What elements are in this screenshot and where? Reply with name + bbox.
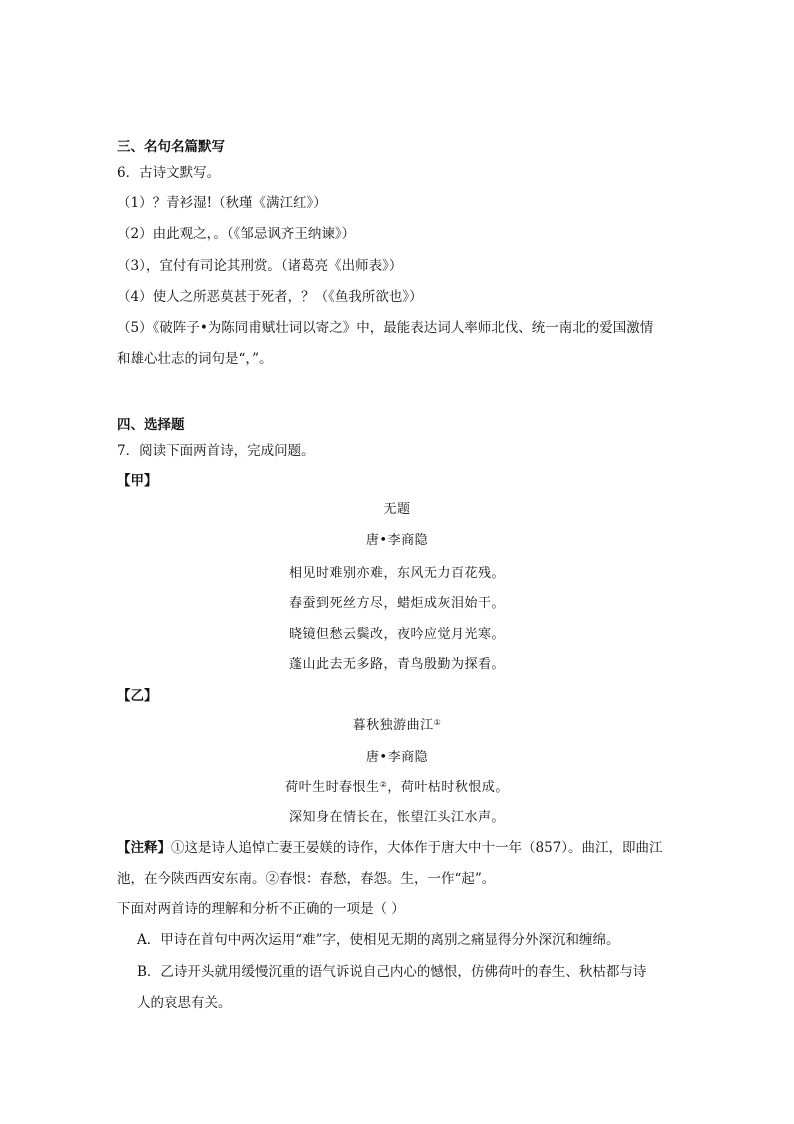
note-line-1 [117,838,663,858]
poem1-line-4: 蓬山此去无多路，青鸟殷勤为探看。 [288,657,505,672]
poem2-author: 唐•李商隐 [365,750,429,765]
option-b: B．乙诗开头就用缓慢沉重的语气诉说自己内心的憾恨，仿佛荷叶的春生、秋枯都与诗 [137,964,647,980]
q6-item-5: （5）《破阵子•为陈同甫赋壮词以寄之》中，最能表达词人率师北伐、统一南北的爱国激情 [117,320,654,336]
poem1-line-3: 晓镜但愁云鬓改，夜吟应觉月光寒。 [288,627,505,642]
note-line-2: 池，在今陕西西安东南。②春恨：春愁，春怨。生，一作“起”。 [117,871,496,887]
poem2-line1-b: ，荷叶枯时秋恨成。 [387,780,509,795]
q6-item-2: （2）由此观之，。（《邹忌讽齐王纳谏》） [117,226,356,242]
poem2-title-text: 暮秋独游曲江 [352,718,434,733]
q6-item-4: （4）使人之所恶莫甚于死者，？（《鱼我所欲也》） [117,289,423,305]
poem1-line-2: 春蚕到死丝方尽，蜡炬成灰泪始干。 [288,596,505,611]
question-6: 6．古诗文默写。 [117,165,221,181]
question-stem: 下面对两首诗的理解和分析不正确的一项是（ ） [117,901,405,917]
option-a: A．甲诗在首句中两次运用“难”字，使相见无期的离别之痛显得分外深沉和缠绵。 [137,932,620,948]
poem2-title [0,716,794,736]
poem2-line1-note: ② [379,780,388,789]
q6-item-3: （3），宜付有司论其刑赏。（诸葛亮《出师表》） [117,258,403,274]
q6-item-5-cont: 和雄心壮志的词句是“，”。 [117,351,273,367]
label-yi: 【乙】 [117,688,158,704]
q6-item-1: （1）？青衫湿!（秋瑾《满江红》） [117,195,327,211]
option-b-cont: 人的哀思有关。 [137,995,232,1011]
section3-heading: 三、名句名篇默写 [117,139,225,155]
label-jia: 【甲】 [117,473,158,489]
poem2-line-1 [0,778,794,798]
section4-heading: 四、选择题 [117,417,185,433]
poem2-line1-a: 荷叶生时春恨生 [285,780,380,795]
poem1-author: 唐•李商隐 [365,533,429,548]
poem2-title-note: ① [433,718,442,727]
poem1-line-1: 相见时难别亦难，东风无力百花残。 [288,566,505,581]
note-label: 【注释】 [117,840,171,856]
poem2-line-2: 深知身在情长在，怅望江头江水声。 [288,810,505,825]
poem1-title: 无题 [383,502,411,517]
question-7: 7．阅读下面两首诗，完成问题。 [117,443,315,459]
note-text-1: ①这是诗人追悼亡妻王晏媄的诗作，大体作于唐大中十一年（857）。曲江，即曲江 [171,840,663,856]
